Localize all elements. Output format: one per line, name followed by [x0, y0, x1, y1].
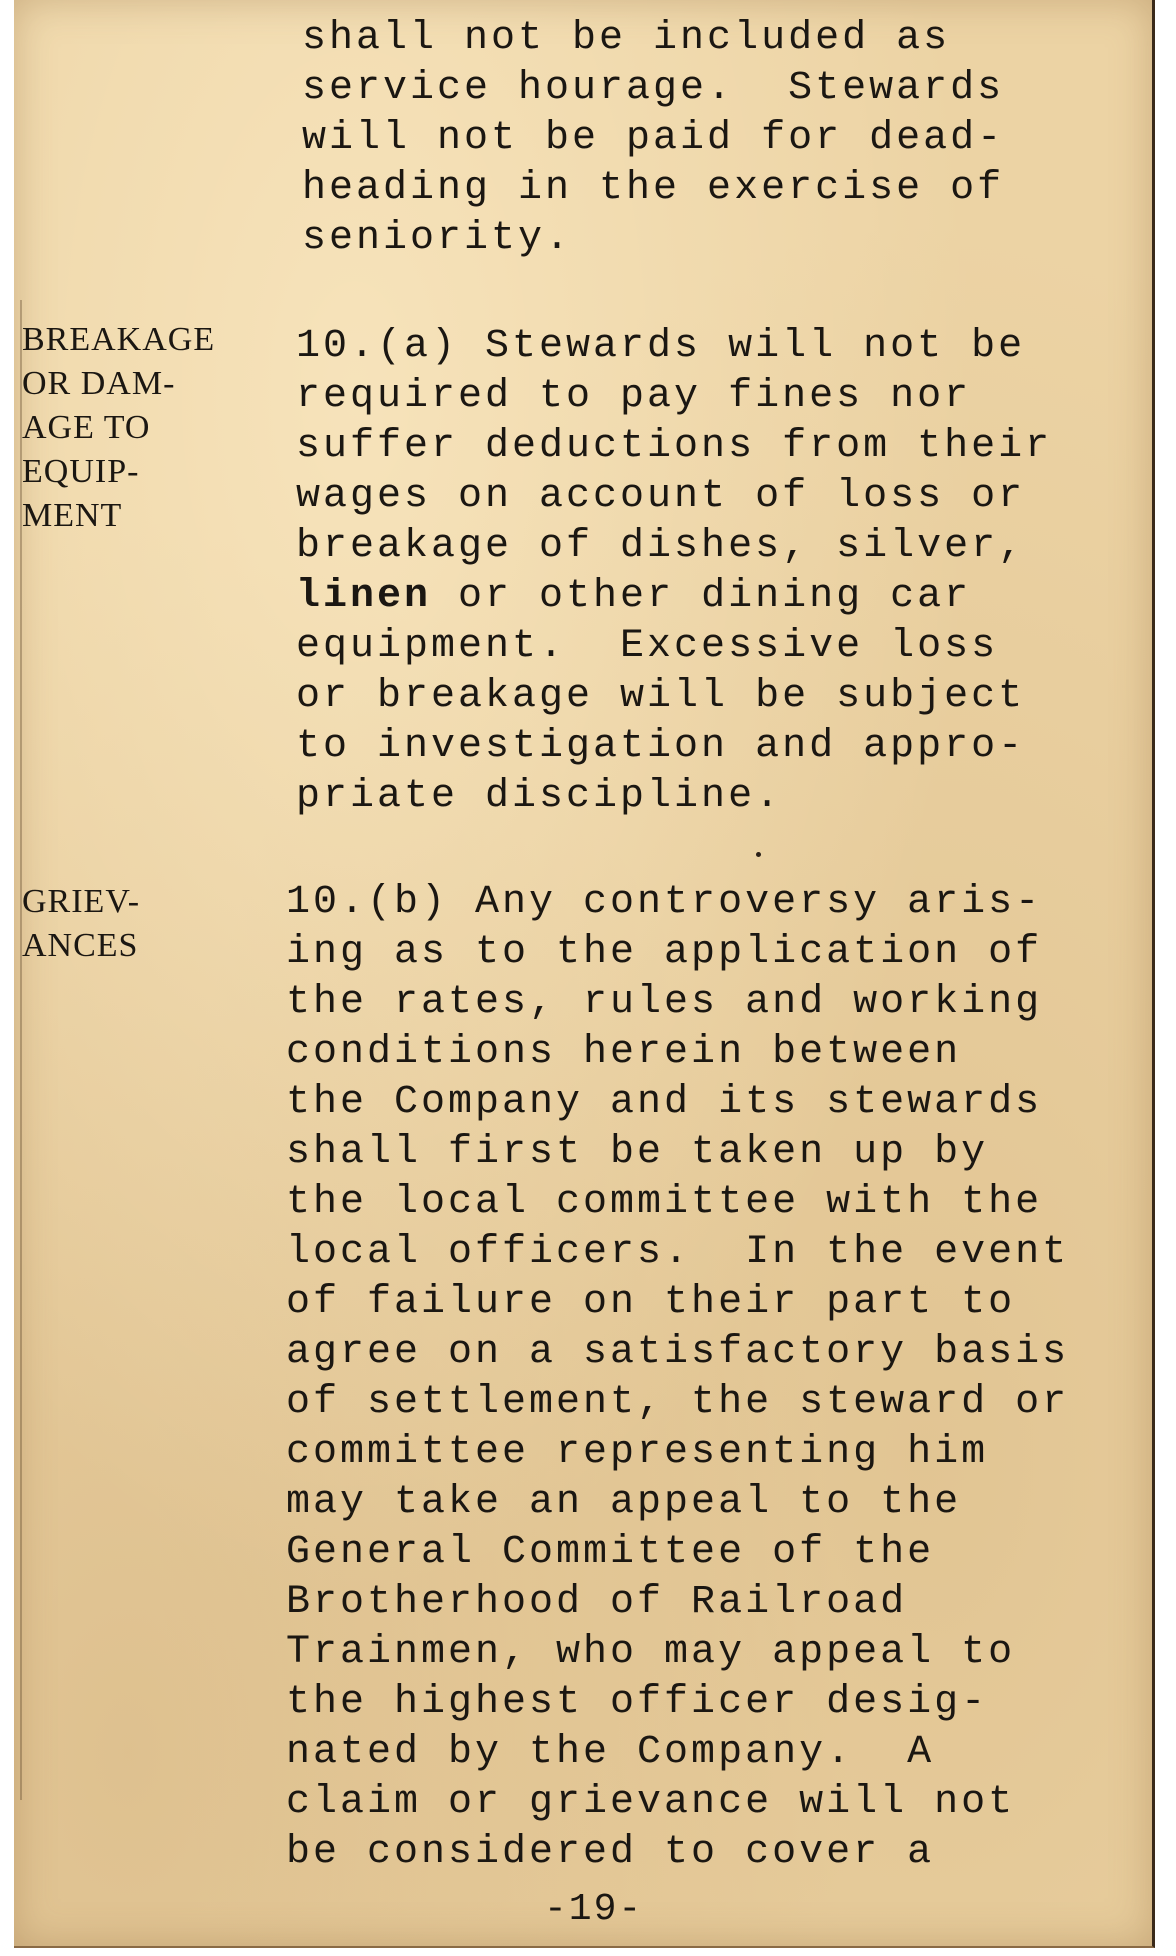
text-line: seniority.	[302, 216, 573, 261]
text-line: Brotherhood of Railroad	[286, 1580, 908, 1625]
text-line: wages on account of loss or	[296, 474, 1026, 519]
side-heading-line: AGE TO	[22, 409, 151, 446]
text-line: Trainmen, who may appeal to	[286, 1630, 1016, 1675]
text-line: of settlement, the steward or	[286, 1380, 1070, 1425]
grievances-paragraph	[286, 878, 1069, 1878]
side-heading-line: EQUIP-	[22, 453, 140, 490]
text-line: breakage of dishes, silver,	[296, 524, 1026, 569]
text-line: ing as to the application of	[286, 930, 1043, 975]
text-line: suffer deductions from their	[296, 424, 1053, 469]
bold-word: linen	[296, 574, 432, 619]
stray-mark	[756, 852, 761, 857]
text-line: 10.(b) Any controversy aris-	[286, 880, 1043, 925]
text-line: the highest officer desig-	[286, 1680, 989, 1725]
side-heading-grievances	[22, 880, 140, 968]
breakage-paragraph	[296, 322, 1052, 822]
text-line: be considered to cover a	[286, 1830, 935, 1875]
side-heading-line: MENT	[22, 497, 123, 534]
text-line: service hourage. Stewards	[302, 66, 1005, 111]
page-number: -19-	[544, 1888, 644, 1931]
text-line: General Committee of the	[286, 1530, 935, 1575]
side-heading-breakage	[22, 318, 215, 538]
text-line: heading in the exercise of	[302, 166, 1005, 211]
typewritten-page	[14, 0, 1155, 1948]
side-heading-line: OR DAM-	[22, 365, 176, 402]
text-line: conditions herein between	[286, 1030, 962, 1075]
text-line: the rates, rules and working	[286, 980, 1043, 1025]
text-line: shall first be taken up by	[286, 1130, 989, 1175]
text-line: nated by the Company. A	[286, 1730, 935, 1775]
text-line: local officers. In the event	[286, 1230, 1070, 1275]
text-line: to investigation and appro-	[296, 724, 1026, 769]
side-heading-line: BREAKAGE	[22, 321, 216, 358]
continuation-text	[302, 14, 1004, 264]
text-line: 10.(a) Stewards will not be	[296, 324, 1026, 369]
text-line: may take an appeal to the	[286, 1480, 962, 1525]
text-line: equipment. Excessive loss	[296, 624, 999, 669]
text-line: the Company and its stewards	[286, 1080, 1043, 1125]
text-line: will not be paid for dead-	[302, 116, 1005, 161]
side-heading-line: GRIEV-	[22, 883, 141, 920]
text-line: the local committee with the	[286, 1180, 1043, 1225]
text-line	[296, 572, 1052, 622]
text-line: or breakage will be subject	[296, 674, 1026, 719]
line-remainder: or other dining car	[431, 574, 972, 619]
text-line: of failure on their part to	[286, 1280, 1016, 1325]
side-heading-line: ANCES	[22, 927, 139, 964]
text-line: committee representing him	[286, 1430, 989, 1475]
text-line: required to pay fines nor	[296, 374, 972, 419]
text-line: claim or grievance will not	[286, 1780, 1016, 1825]
text-line: agree on a satisfactory basis	[286, 1330, 1070, 1375]
text-line: shall not be included as	[302, 16, 951, 61]
text-line: priate discipline.	[296, 774, 783, 819]
